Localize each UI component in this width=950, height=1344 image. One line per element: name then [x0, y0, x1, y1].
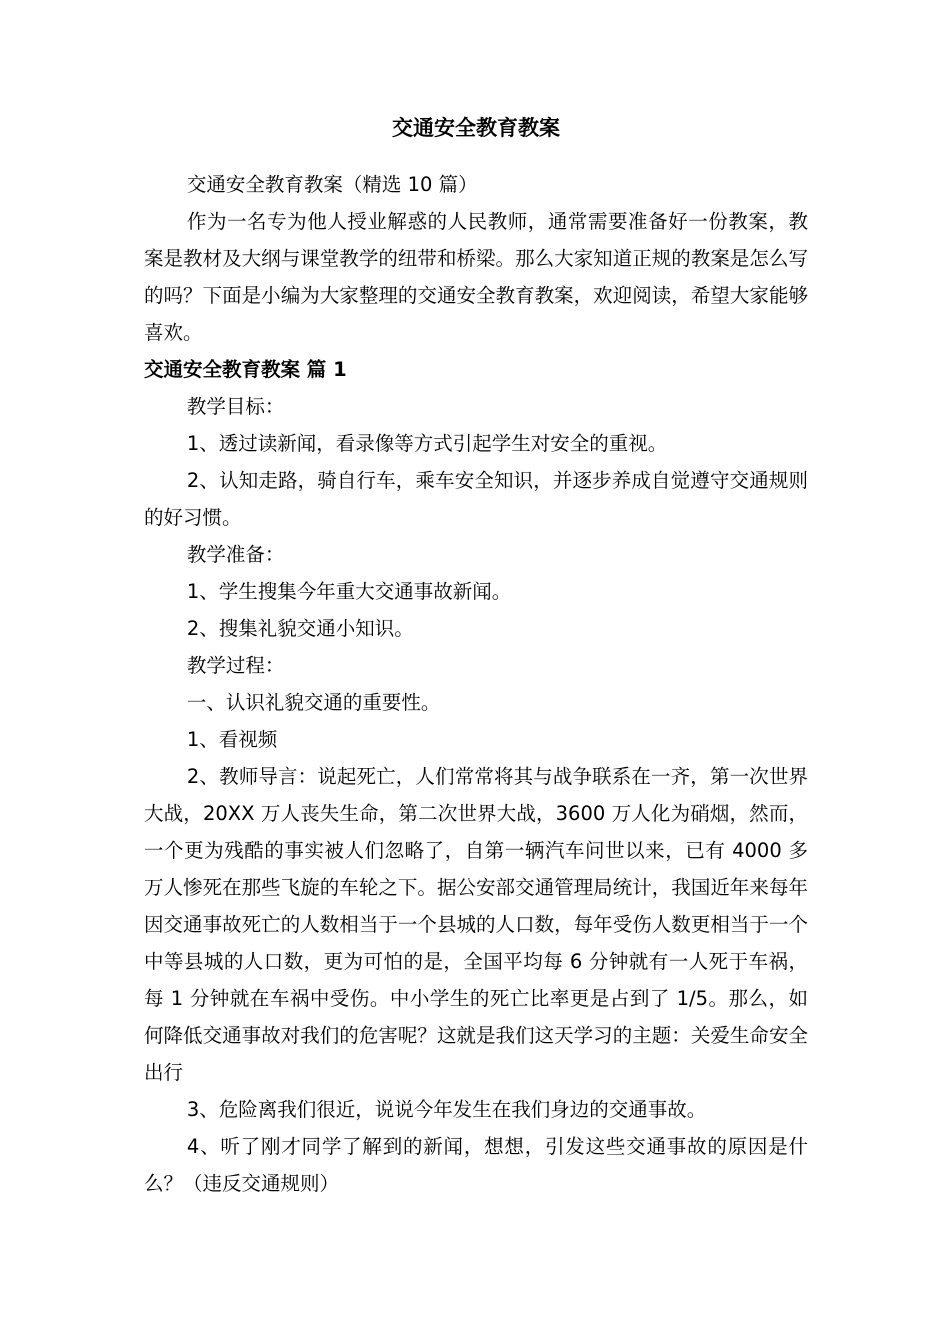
paragraph-teaching-prep: 教学准备：	[186, 543, 285, 566]
paragraph-teaching-process: 教学过程：	[186, 654, 285, 677]
paragraph-step-1: 1、看视频	[186, 728, 278, 751]
paragraph-teaching-goals: 教学目标：	[186, 395, 285, 418]
document-subtitle: 交通安全教育教案（精选 10 篇）	[186, 173, 478, 196]
document-title: 交通安全教育教案	[392, 116, 560, 140]
section-heading: 交通安全教育教案 篇 1	[144, 358, 347, 381]
paragraph-step-3: 3、危险离我们很近，说说今年发生在我们身边的交通事故。	[186, 1098, 707, 1121]
paragraph-prep-1: 1、学生搜集今年重大交通事故新闻。	[186, 580, 512, 603]
paragraph-goal-1: 1、透过读新闻，看录像等方式引起学生对安全的重视。	[186, 432, 668, 455]
paragraph-prep-2: 2、搜集礼貌交通小知识。	[186, 617, 414, 640]
paragraph-goal-2: 2、认知走路，骑自行车，乘车安全知识，并逐步养成自觉遵守交通规则的好习惯。	[144, 469, 808, 529]
intro-paragraph: 作为一名专为他人授业解惑的人民教师，通常需要准备好一份教案，教案是教材及大纲与课堂教学的纽带和桥梁。那么大家知道正规的教案是怎么写的吗？下面是小编为大家整理的交通安全教育教案，欢迎阅读，希望大家能够喜欢。	[144, 210, 808, 344]
paragraph-step-2: 2、教师导言：说起死亡，人们常常将其与战争联系在一齐，第一次世界大战，20XX 万人丧失生命，第二次世界大战，3600 万人化为硝烟，然而，一个更为残酷的事实被人们忽略了，自第一辆汽车问世以来，已有 4000 多万人惨死在那些飞旋的车轮之下。据公安部交通管理局统计，我国近年来每年因交通事故死亡的人数相当于一个县城的人口数，每年受伤人数更相当于一个中等县城的人口数，更为可怕的是，全国平均每 6 分钟就有一人死于车祸，每 1 分钟就在车祸中受伤。中小学生的死亡比率更是占到了 1/5。那么，如何降低交通事故对我们的危害呢？这就是我们这天学习的主题：关爱生命安全出行	[144, 765, 808, 1084]
document-page	[144, 108, 808, 1202]
paragraph-step-4: 4、听了刚才同学了解到的新闻，想想，引发这些交通事故的原因是什么？（违反交通规则）	[144, 1135, 808, 1195]
paragraph-process-part-1: 一、认识礼貌交通的重要性。	[186, 691, 441, 714]
